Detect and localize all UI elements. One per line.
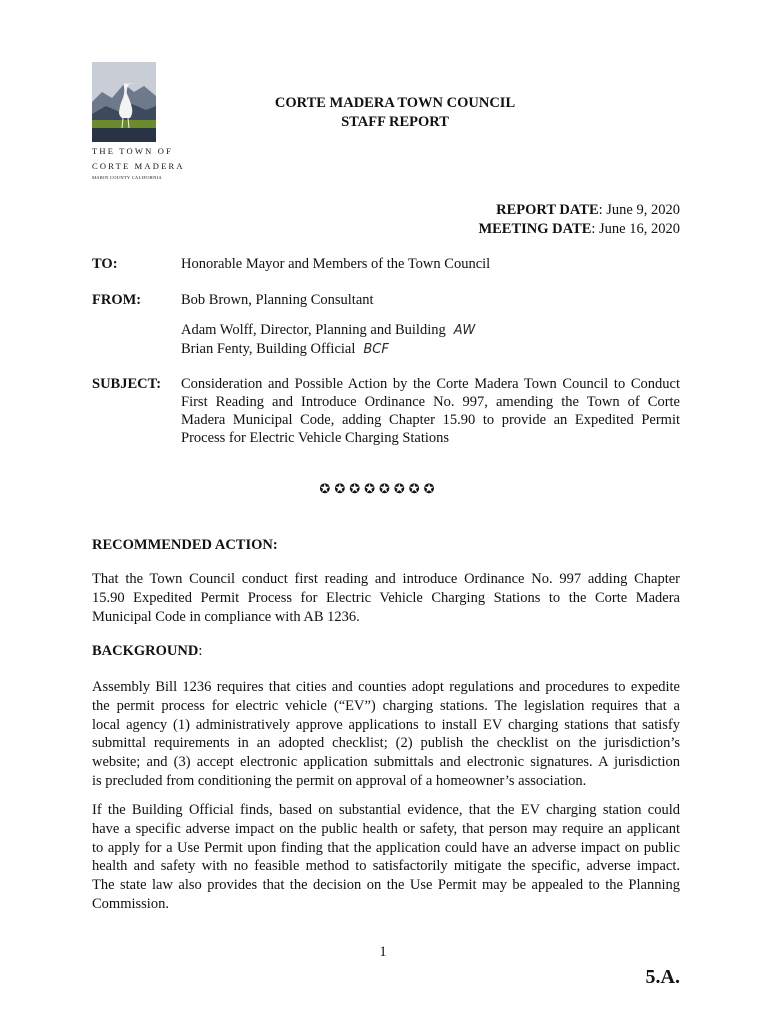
agenda-item-number: 5.A. <box>645 966 680 988</box>
recommended-action-heading: RECOMMENDED ACTION: <box>92 537 278 553</box>
background-line: health and safety with no feasible method to satisfactorily mitigate the specific, adverse impact. <box>92 858 680 875</box>
page-number-text: 1 <box>379 944 387 960</box>
background-line: website; and (3) accept electronic application submittals and electronic signatures. A jurisdiction <box>92 754 680 771</box>
report-dates <box>478 201 680 239</box>
logo-town-line1: THE TOWN OF <box>92 146 174 156</box>
subject-line: Consideration and Possible Action by the Corte Madera Town Council to Conduct <box>181 376 680 392</box>
section-divider <box>0 481 770 497</box>
report-date-label: REPORT DATE <box>496 202 599 218</box>
subject-text <box>181 375 680 447</box>
background-line: is precluded from conditioning the permit on approval of a homeowner’s association. <box>92 772 587 789</box>
from-line-2-initials: AW <box>453 323 476 338</box>
recommended-line: Municipal Code in compliance with AB 1236. <box>92 608 360 625</box>
background-line: The state law also provides that the decision on the Use Permit may be appealed to the Planning <box>92 877 680 894</box>
from-line-1: Bob Brown, Planning Consultant <box>181 292 374 308</box>
logo-county: MARIN COUNTY CALIFORNIA <box>92 175 162 180</box>
recommended-line: 15.90 Expedited Permit Process for Electric Vehicle Charging Stations to the Corte Madera <box>92 589 680 606</box>
background-line: If the Building Official finds, based on substantial evidence, that the EV charging station could <box>92 802 680 818</box>
background-line: local agency (1) administratively approve applications to install EV charging stations that satisfy <box>92 716 680 733</box>
background-line: have a specific adverse impact on the public health or safety, that person may require an applicant <box>92 820 680 837</box>
recommended-action-text <box>92 570 680 626</box>
background-heading-text: BACKGROUND <box>92 643 199 659</box>
background-heading <box>92 642 202 660</box>
meeting-date-label: MEETING DATE <box>478 221 592 237</box>
recommended-line: That the Town Council conduct first reading and introduce Ordinance No. 997 adding Chapter <box>92 571 680 587</box>
background-line: to apply for a Use Permit upon finding that the application could have an adverse impact on public <box>92 839 680 856</box>
background-line: the permit process for electric vehicle (“EV”) charging stations. The legislation requires that a <box>92 697 680 714</box>
from-line-2: Adam Wolff, Director, Planning and Building <box>181 322 446 338</box>
report-date-line <box>478 201 680 220</box>
report-title: CORTE MADERA TOWN COUNCIL <box>274 95 516 111</box>
from-line-3-row <box>181 340 680 359</box>
report-header <box>0 94 770 132</box>
report-subtitle: STAFF REPORT <box>341 114 449 130</box>
from-line-3: Brian Fenty, Building Official <box>181 341 356 357</box>
from-label: FROM: <box>92 292 142 308</box>
subject-label: SUBJECT: <box>92 376 162 392</box>
report-date-value: : June 9, 2020 <box>598 202 680 218</box>
background-line: Assembly Bill 1236 requires that cities and counties adopt regulations and procedures to expedite <box>92 679 680 695</box>
subject-line: Process for Electric Vehicle Charging Stations <box>181 430 450 446</box>
from-line-2-row <box>181 321 680 340</box>
page-number <box>0 944 770 961</box>
from-values <box>181 291 680 359</box>
subject-line: First Reading and Introduce Ordinance No. 997, amending the Town of Corte <box>181 394 680 410</box>
logo-town-line2: CORTE MADERA <box>92 161 185 171</box>
to-value: Honorable Mayor and Members of the Town Council <box>181 256 491 272</box>
background-paragraph-1 <box>92 678 680 791</box>
background-paragraph-2 <box>92 801 680 914</box>
subject-line: Madera Municipal Code, adding Chapter 15.90 to provide an Expedited Permit <box>181 412 680 428</box>
divider-stars: ✪✪✪✪✪✪✪✪ <box>319 481 439 496</box>
background-line: submittal requirements in an adopted checklist; (2) publish the checklist on the jurisdiction’s <box>92 735 680 752</box>
background-line: Commission. <box>92 895 169 912</box>
meeting-date-value: : June 16, 2020 <box>591 221 680 237</box>
to-label: TO: <box>92 256 118 272</box>
background-heading-colon: : <box>198 643 203 659</box>
meeting-date-line <box>478 220 680 239</box>
from-line-3-initials: BCF <box>363 342 389 357</box>
